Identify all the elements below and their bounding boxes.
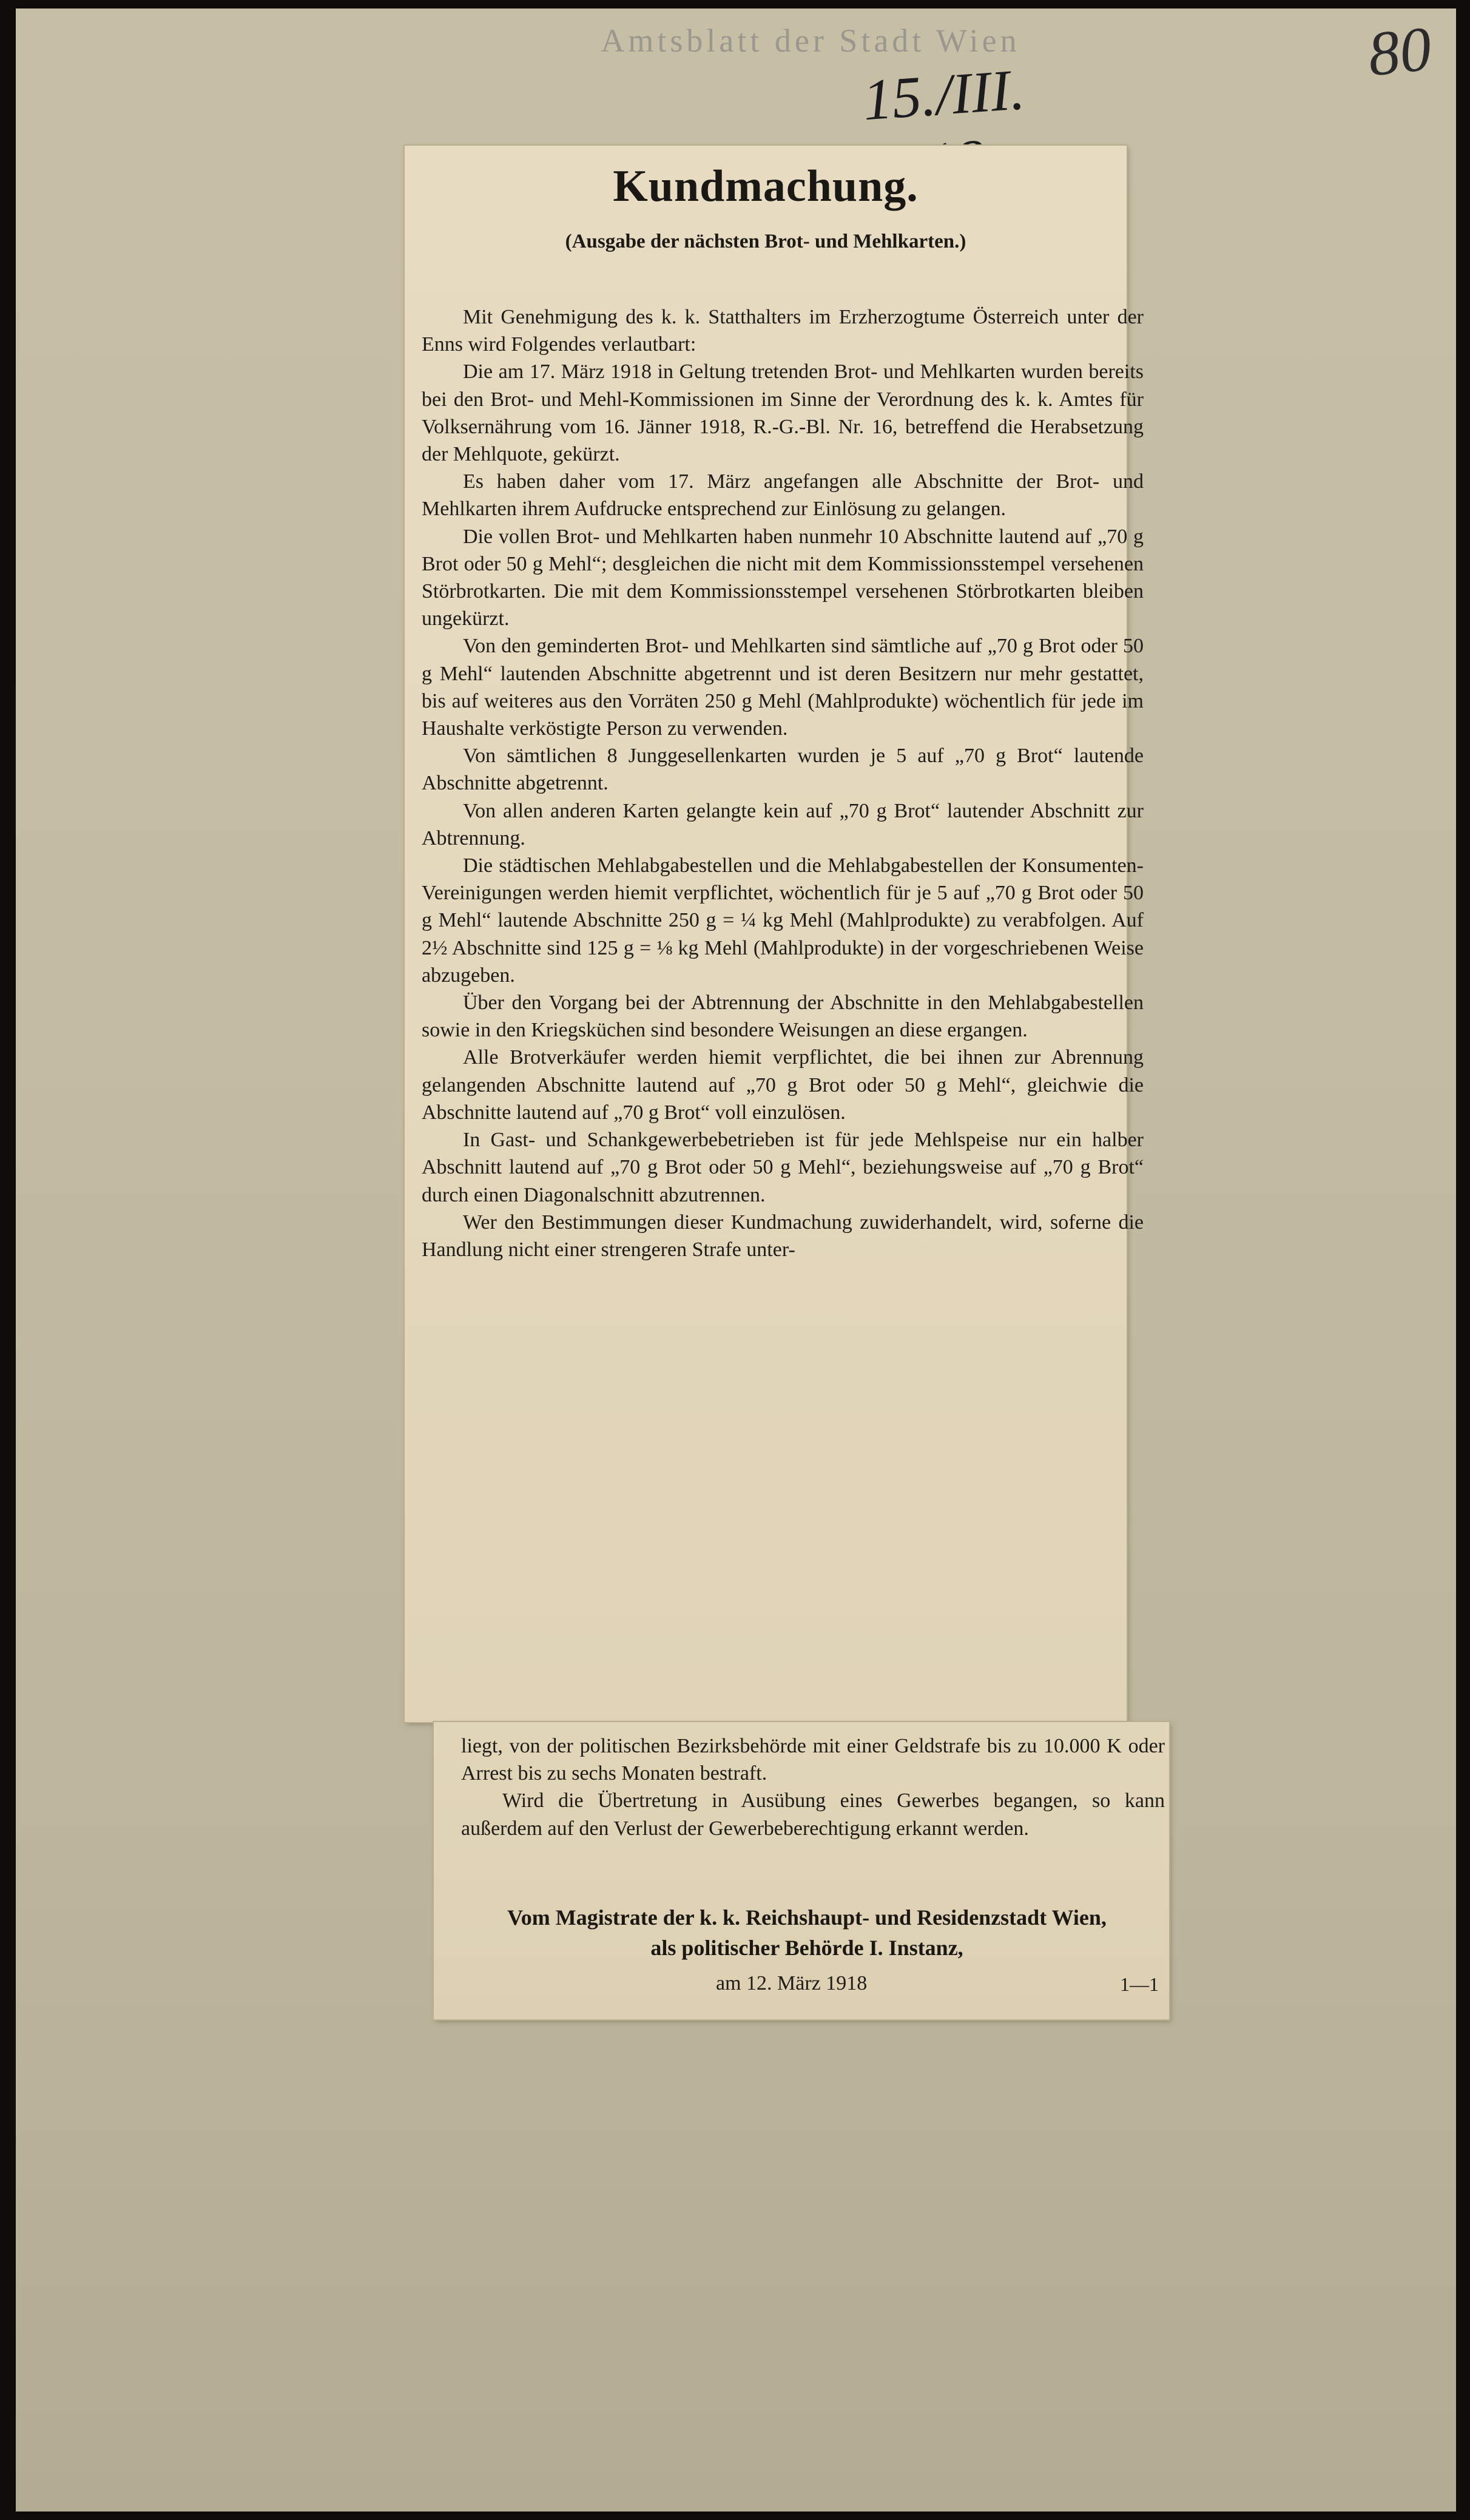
handwritten-date: 15./III.	[860, 56, 1027, 133]
folio-number: 80	[1364, 13, 1435, 90]
paragraph: Die am 17. März 1918 in Geltung tretenden Brot- und Mehlkarten wurden bereits bei den Brot- und Mehl-Kommissionen im Sinne der Verordnung des k. k. Amtes für Volksernährung vom 16. Jänner 1918, R.-G.-Bl. Nr. 16, betreffend die Herabsetzung der Mehlquote, gekürzt.	[422, 360, 1144, 466]
notice-body-continuation	[461, 1732, 1165, 1842]
paragraph: Alle Brotverkäufer werden hiemit verpflichtet, die bei ihnen zur Abrennung gelangenden Abschnitte lautend auf „70 g Brot oder 50 g Mehl“, gleichwie die Abschnitte lautend auf „70 g Brot“ voll einzulösen.	[422, 1046, 1144, 1124]
paragraph: Von den geminderten Brot- und Mehlkarten sind sämtliche auf „70 g Brot oder 50 g Mehl“ lautenden Abschnitte abgetrennt und ist deren Besitzern nur mehr gestattet, bis auf weiteres aus den Vorräten 250 g Mehl (Mahlprodukte) wöchentlich für jede im Haushalte verköstigte Person zu verwenden.	[422, 635, 1144, 740]
paragraph: In Gast- und Schankgewerbebetrieben ist für jede Mehlspeise nur ein halber Abschnitt lautend auf „70 g Brot oder 50 g Mehl“, beziehungsweise auf „70 g Brot“ durch einen Diagonalschnitt abzutrennen.	[422, 1129, 1144, 1206]
paragraph: Wird die Übertretung in Ausübung eines Gewerbes begangen, so kann außerdem auf den Verlust der Gewerbeberechtigung erkannt werden.	[461, 1789, 1165, 1840]
signature-line: als politischer Behörde I. Instanz,	[650, 1936, 963, 1960]
notice-subtitle: (Ausgabe der nächsten Brot- und Mehlkarten.)	[565, 231, 966, 252]
notice-body	[422, 303, 1144, 1263]
paragraph: Über den Vorgang bei der Abtrennung der Abschnitte in den Mehlabgabestellen sowie in den Kriegsküchen sind besondere Weisungen an diese ergangen.	[422, 991, 1144, 1042]
paragraph: Die städtischen Mehlabgabestellen und die Mehlabgabestellen der Konsumenten-Vereinigungen werden hiemit verpflichtet, wöchentlich für je 5 auf „70 g Brot oder 50 g Mehl“ lautende Abschnitte 250 g = ¼ kg Mehl (Mahlprodukte) zu verabfolgen. Auf 2½ Abschnitte sind 125 g = ⅛ kg Mehl (Mahlprodukte) in der vorgeschriebenen Weise abzugeben.	[422, 854, 1144, 987]
signature-line: Vom Magistrate der k. k. Reichshaupt- und Residenzstadt Wien,	[507, 1905, 1107, 1930]
notice-title: Kundmachung.	[613, 161, 919, 211]
notice-reference: 1—1	[1120, 1973, 1159, 1995]
paragraph: Wer den Bestimmungen dieser Kundmachung zuwiderhandelt, wird, soferne die Handlung nicht einer strengeren Strafe unter-	[422, 1211, 1144, 1261]
archive-stamp: Amtsblatt der Stadt Wien	[601, 22, 1020, 59]
notice-header	[405, 159, 1127, 253]
notice-signature	[449, 1902, 1165, 1963]
paragraph: Die vollen Brot- und Mehlkarten haben nunmehr 10 Abschnitte lautend auf „70 g Brot oder 50 g Mehl“; desgleichen die nicht mit dem Kommissionsstempel versehenen Störbrotkarten. Die mit dem Kommissionsstempel versehenen Störbrotkarten bleiben ungekürzt.	[422, 525, 1144, 630]
paragraph: Es haben daher vom 17. März angefangen alle Abschnitte der Brot- und Mehlkarten ihrem Aufdrucke entsprechend zur Einlösung zu gelangen.	[422, 470, 1144, 521]
paragraph: Mit Genehmigung des k. k. Statthalters im Erzherzogtume Österreich unter der Enns wird Folgendes verlautbart:	[422, 306, 1144, 356]
paragraph: Von allen anderen Karten gelangte kein auf „70 g Brot“ lautender Abschnitt zur Abtrennung.	[422, 799, 1144, 850]
notice-date: am 12. März 1918	[716, 1972, 868, 1995]
paragraph: Von sämtlichen 8 Junggesellenkarten wurden je 5 auf „70 g Brot“ lautende Abschnitte abgetrennt.	[422, 745, 1144, 795]
paragraph: liegt, von der politischen Bezirksbehörde mit einer Geldstrafe bis zu 10.000 K oder Arrest bis zu sechs Monaten bestraft.	[461, 1735, 1165, 1785]
